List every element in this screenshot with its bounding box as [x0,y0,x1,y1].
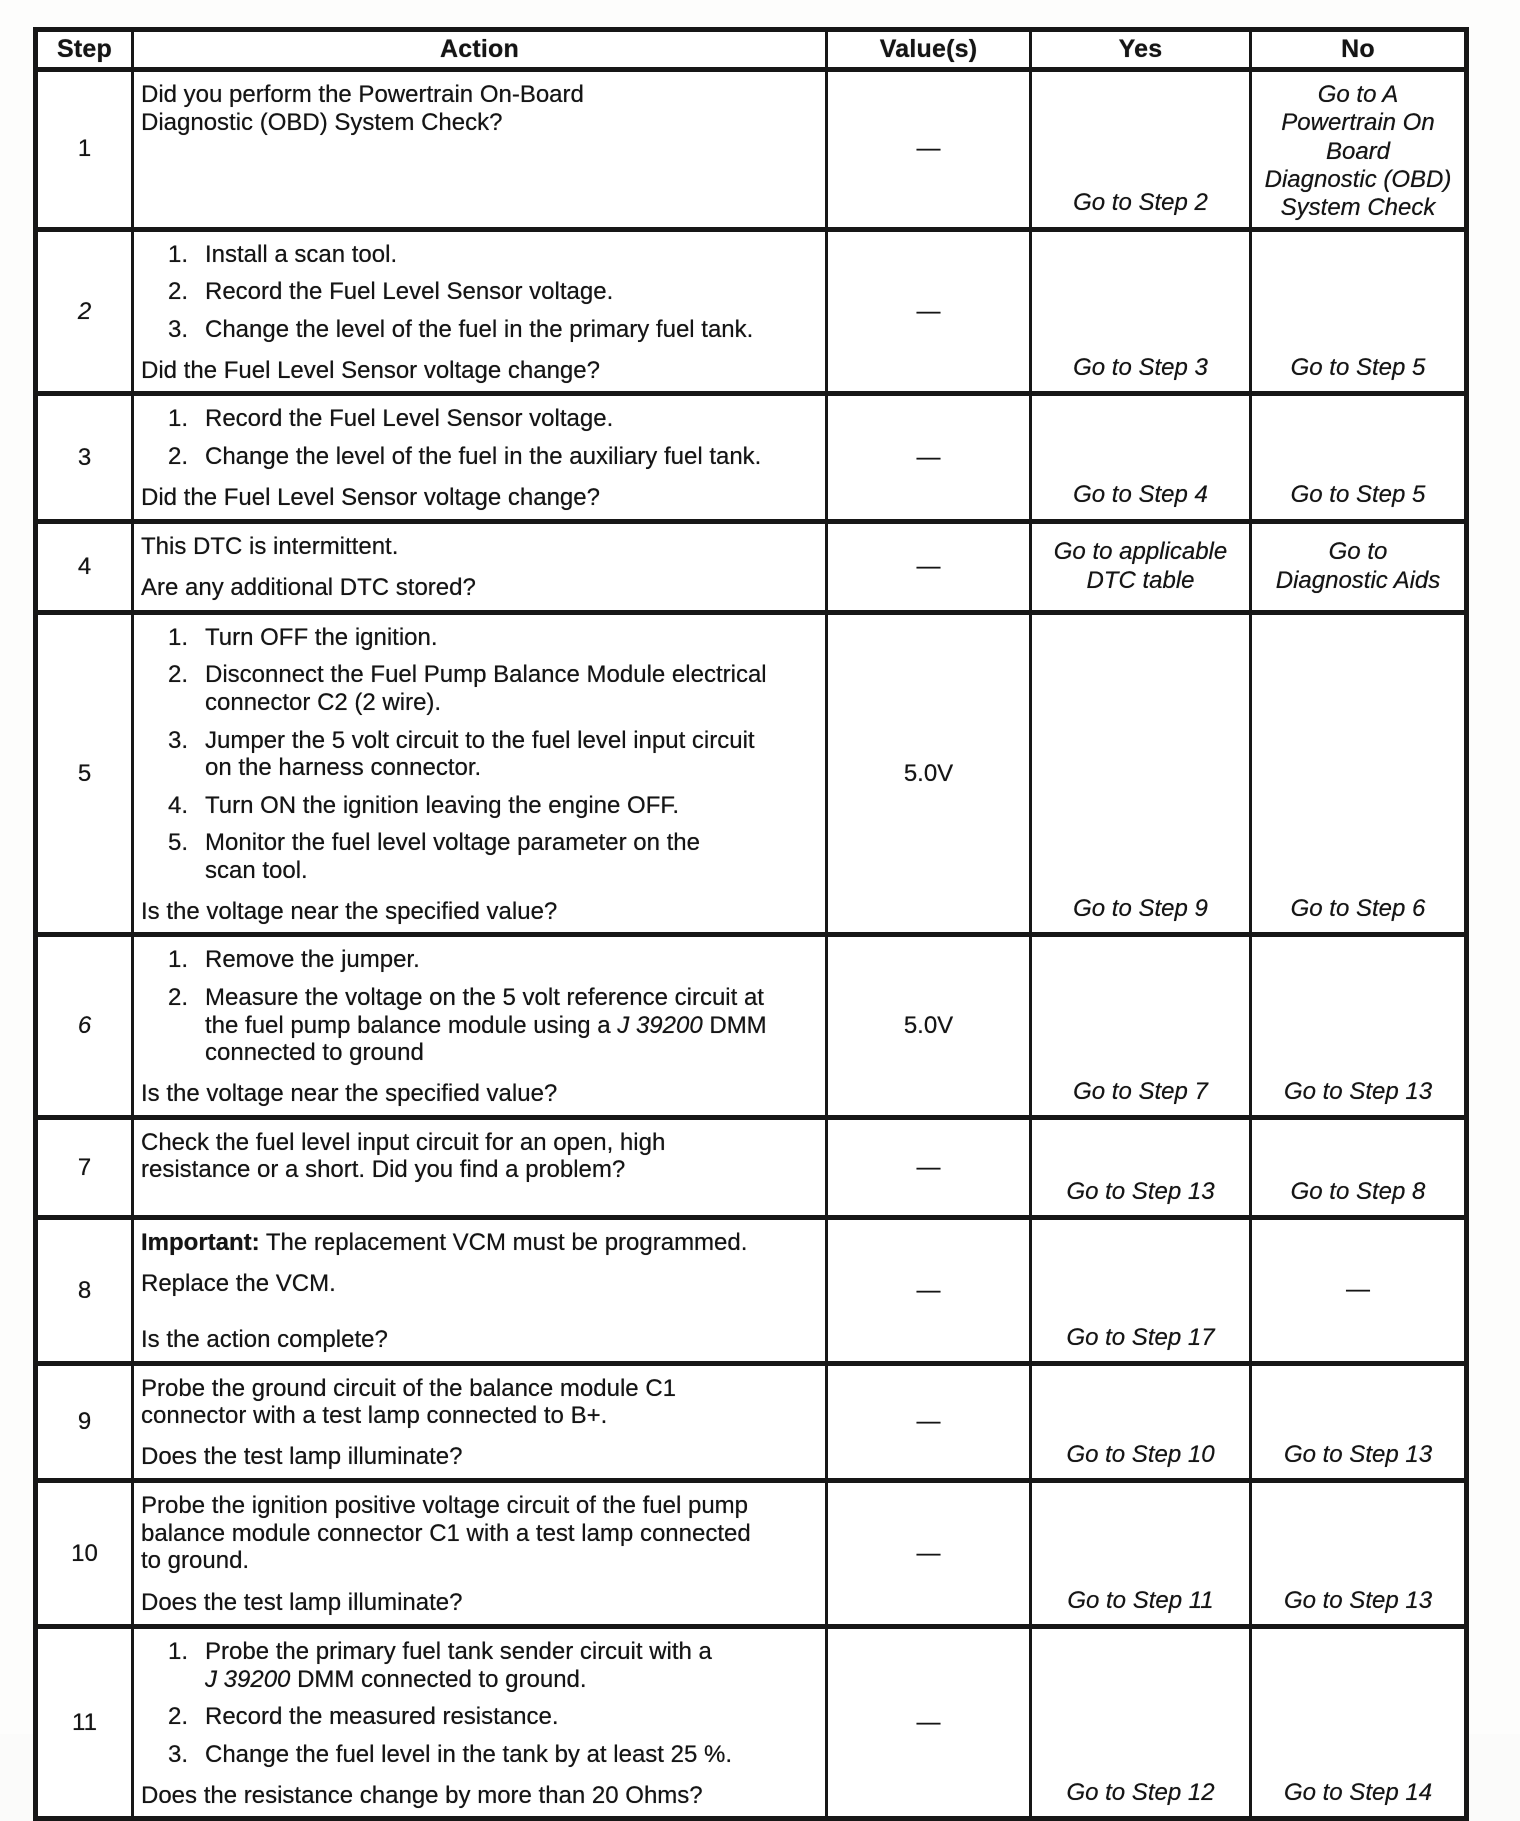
step-cell [36,1627,133,1819]
table-row [36,521,1467,612]
no-goto-text: Go to Step 5 [1290,481,1426,509]
value-text: — [916,1276,941,1304]
value-cell [827,1117,1031,1217]
table-row [36,1117,1467,1217]
action-question: Did the Fuel Level Sensor voltage change? [141,356,600,384]
action-cell [133,521,827,612]
action-cell [133,1117,827,1217]
step-cell [36,1363,133,1480]
action-text: 1. Probe the primary fuel tank sender circuit with a J 39200 DMM connected to ground. 2. Record the measured resistance. 3. Change the fuel level in the tank by at least 25 %. [168,1638,733,1768]
step-number: 7 [77,1153,92,1181]
action-cell [133,229,827,394]
no-goto-text: Go to Step 14 [1283,1779,1433,1807]
table-row [36,229,1467,394]
yes-cell [1031,1627,1251,1819]
no-cell [1251,229,1467,394]
yes-goto-text: Go to Step 10 [1066,1440,1215,1468]
yes-goto-text: Go to Step 17 [1066,1323,1215,1351]
table-row [36,1627,1467,1819]
yes-goto-text: Go to applicable DTC table [1053,538,1228,594]
table-body [36,70,1467,1819]
action-text: Probe the ground circuit of the balance module C1 connector with a test lamp connected to B+. [141,1374,676,1430]
no-goto-text: — [1346,1276,1370,1304]
no-goto-text: Go to Diagnostic Aids [1275,538,1441,594]
action-question: Does the resistance change by more than 20 Ohms? [141,1781,703,1809]
value-cell [827,70,1031,230]
step-number: 8 [77,1276,92,1304]
value-cell [827,1363,1031,1480]
yes-goto-text: Go to Step 11 [1067,1586,1214,1614]
action-question: Did the Fuel Level Sensor voltage change? [141,483,600,511]
table-row [36,1363,1467,1480]
table-row [36,612,1467,935]
no-cell [1251,935,1467,1117]
yes-goto-text: Go to Step 12 [1066,1779,1215,1807]
step-number: 5 [77,759,92,787]
no-cell [1251,1117,1467,1217]
step-cell [36,1217,133,1363]
action-question: Is the action complete? [141,1326,388,1354]
value-cell [827,612,1031,935]
action-text: 1. Turn OFF the ignition. 2. Disconnect the Fuel Pump Balance Module electrical connector C2 (2 wire). 3. Jumper the 5 volt circuit to the fuel level input circuit on the harness connector. 4. Turn ON the ignition leaving the engine OFF. 5. Monitor the fuel level voltage parameter on the scan tool. [168,623,767,884]
action-text: 1. Remove the jumper. 2. Measure the voltage on the 5 volt reference circuit at the fuel pump balance module using a J 39200 DMM connected to ground [168,946,767,1067]
no-goto-text: Go to Step 8 [1290,1177,1426,1205]
action-cell [133,1217,827,1363]
action-cell [133,1627,827,1819]
yes-cell [1031,612,1251,935]
header-row [36,30,1467,70]
no-cell [1251,70,1467,230]
action-cell [133,394,827,521]
action-question: Is the voltage near the specified value? [141,1080,558,1108]
action-text: 1. Install a scan tool. 2. Record the Fuel Level Sensor voltage. 3. Change the level of the fuel in the primary fuel tank. [168,240,754,343]
diagnostic-table [33,27,1469,1821]
yes-goto-text: Go to Step 13 [1066,1177,1215,1205]
action-cell [133,935,827,1117]
value-text: — [916,1539,941,1567]
action-text: This DTC is intermittent. Are any additional DTC stored? [141,532,476,602]
step-number: 10 [71,1539,98,1567]
col-header-step: Step [36,30,133,70]
value-cell [827,1481,1031,1627]
value-text: 5.0V [903,1012,954,1040]
value-text: — [916,552,941,580]
step-cell [36,1481,133,1627]
step-cell [36,1117,133,1217]
yes-goto-text: Go to Step 7 [1073,1077,1208,1105]
action-cell [133,1363,827,1480]
step-cell [36,394,133,521]
value-text: — [916,1708,941,1736]
step-cell [36,935,133,1117]
yes-cell [1031,229,1251,394]
value-text: — [916,1408,941,1436]
step-cell [36,612,133,935]
yes-goto-text: Go to Step 3 [1073,354,1208,382]
no-goto-text: Go to Step 5 [1290,354,1426,382]
no-cell [1251,1363,1467,1480]
col-header-no: No [1251,30,1467,70]
step-number: 2 [77,297,92,325]
yes-cell [1031,1117,1251,1217]
action-question: Is the voltage near the specified value? [141,897,558,925]
table-row [36,935,1467,1117]
step-number: 11 [72,1708,97,1736]
action-text: Did you perform the Powertrain On-Board Diagnostic (OBD) System Check? [141,81,584,136]
action-text: Important: The replacement VCM must be programmed. Replace the VCM. [141,1228,748,1298]
col-header-action: Action [133,30,827,70]
col-header-values: Value(s) [827,30,1031,70]
step-cell [36,229,133,394]
no-goto-text: Go to Step 13 [1283,1586,1433,1614]
value-cell [827,229,1031,394]
value-text: — [916,443,941,471]
col-header-yes: Yes [1031,30,1251,70]
table-row [36,1481,1467,1627]
no-goto-text: Go to A Powertrain On Board Diagnostic (OBD) System Check [1264,81,1452,222]
value-cell [827,1627,1031,1819]
step-number: 6 [77,1012,92,1040]
yes-goto-text: Go to Step 9 [1073,895,1208,923]
yes-cell [1031,521,1251,612]
yes-cell [1031,1363,1251,1480]
yes-cell [1031,1481,1251,1627]
value-text: — [916,1153,941,1181]
no-cell [1251,394,1467,521]
value-cell [827,521,1031,612]
no-goto-text: Go to Step 6 [1290,895,1426,923]
step-number: 3 [77,443,92,471]
value-text: — [916,297,941,325]
table-row [36,1217,1467,1363]
action-text: Check the fuel level input circuit for an open, high resistance or a short. Did you find a problem? [141,1128,666,1184]
no-goto-text: Go to Step 13 [1283,1077,1433,1105]
yes-goto-text: Go to Step 2 [1073,189,1208,217]
step-number: 4 [77,552,92,580]
value-cell [827,1217,1031,1363]
action-question: Does the test lamp illuminate? [141,1589,463,1617]
action-text: 1. Record the Fuel Level Sensor voltage. 2. Change the level of the fuel in the auxiliary fuel tank. [168,405,762,470]
table-row [36,394,1467,521]
value-cell [827,935,1031,1117]
yes-cell [1031,1217,1251,1363]
action-question: Does the test lamp illuminate? [141,1443,463,1471]
action-text: Probe the ignition positive voltage circuit of the fuel pump balance module connector C1 with a test lamp connected to ground. [141,1492,751,1575]
table-row [36,70,1467,230]
yes-cell [1031,394,1251,521]
no-cell [1251,1627,1467,1819]
value-cell [827,394,1031,521]
step-cell [36,70,133,230]
table-header [36,30,1467,70]
yes-cell [1031,70,1251,230]
no-cell [1251,1217,1467,1363]
no-cell [1251,521,1467,612]
no-goto-text: Go to Step 13 [1283,1440,1433,1468]
no-cell [1251,1481,1467,1627]
step-number: 1 [77,135,92,163]
action-cell [133,1481,827,1627]
yes-goto-text: Go to Step 4 [1073,481,1208,509]
yes-cell [1031,935,1251,1117]
value-text: — [916,135,941,163]
action-cell [133,70,827,230]
no-cell [1251,612,1467,935]
action-cell [133,612,827,935]
value-text: 5.0V [903,759,954,787]
step-cell [36,521,133,612]
step-number: 9 [77,1408,92,1436]
